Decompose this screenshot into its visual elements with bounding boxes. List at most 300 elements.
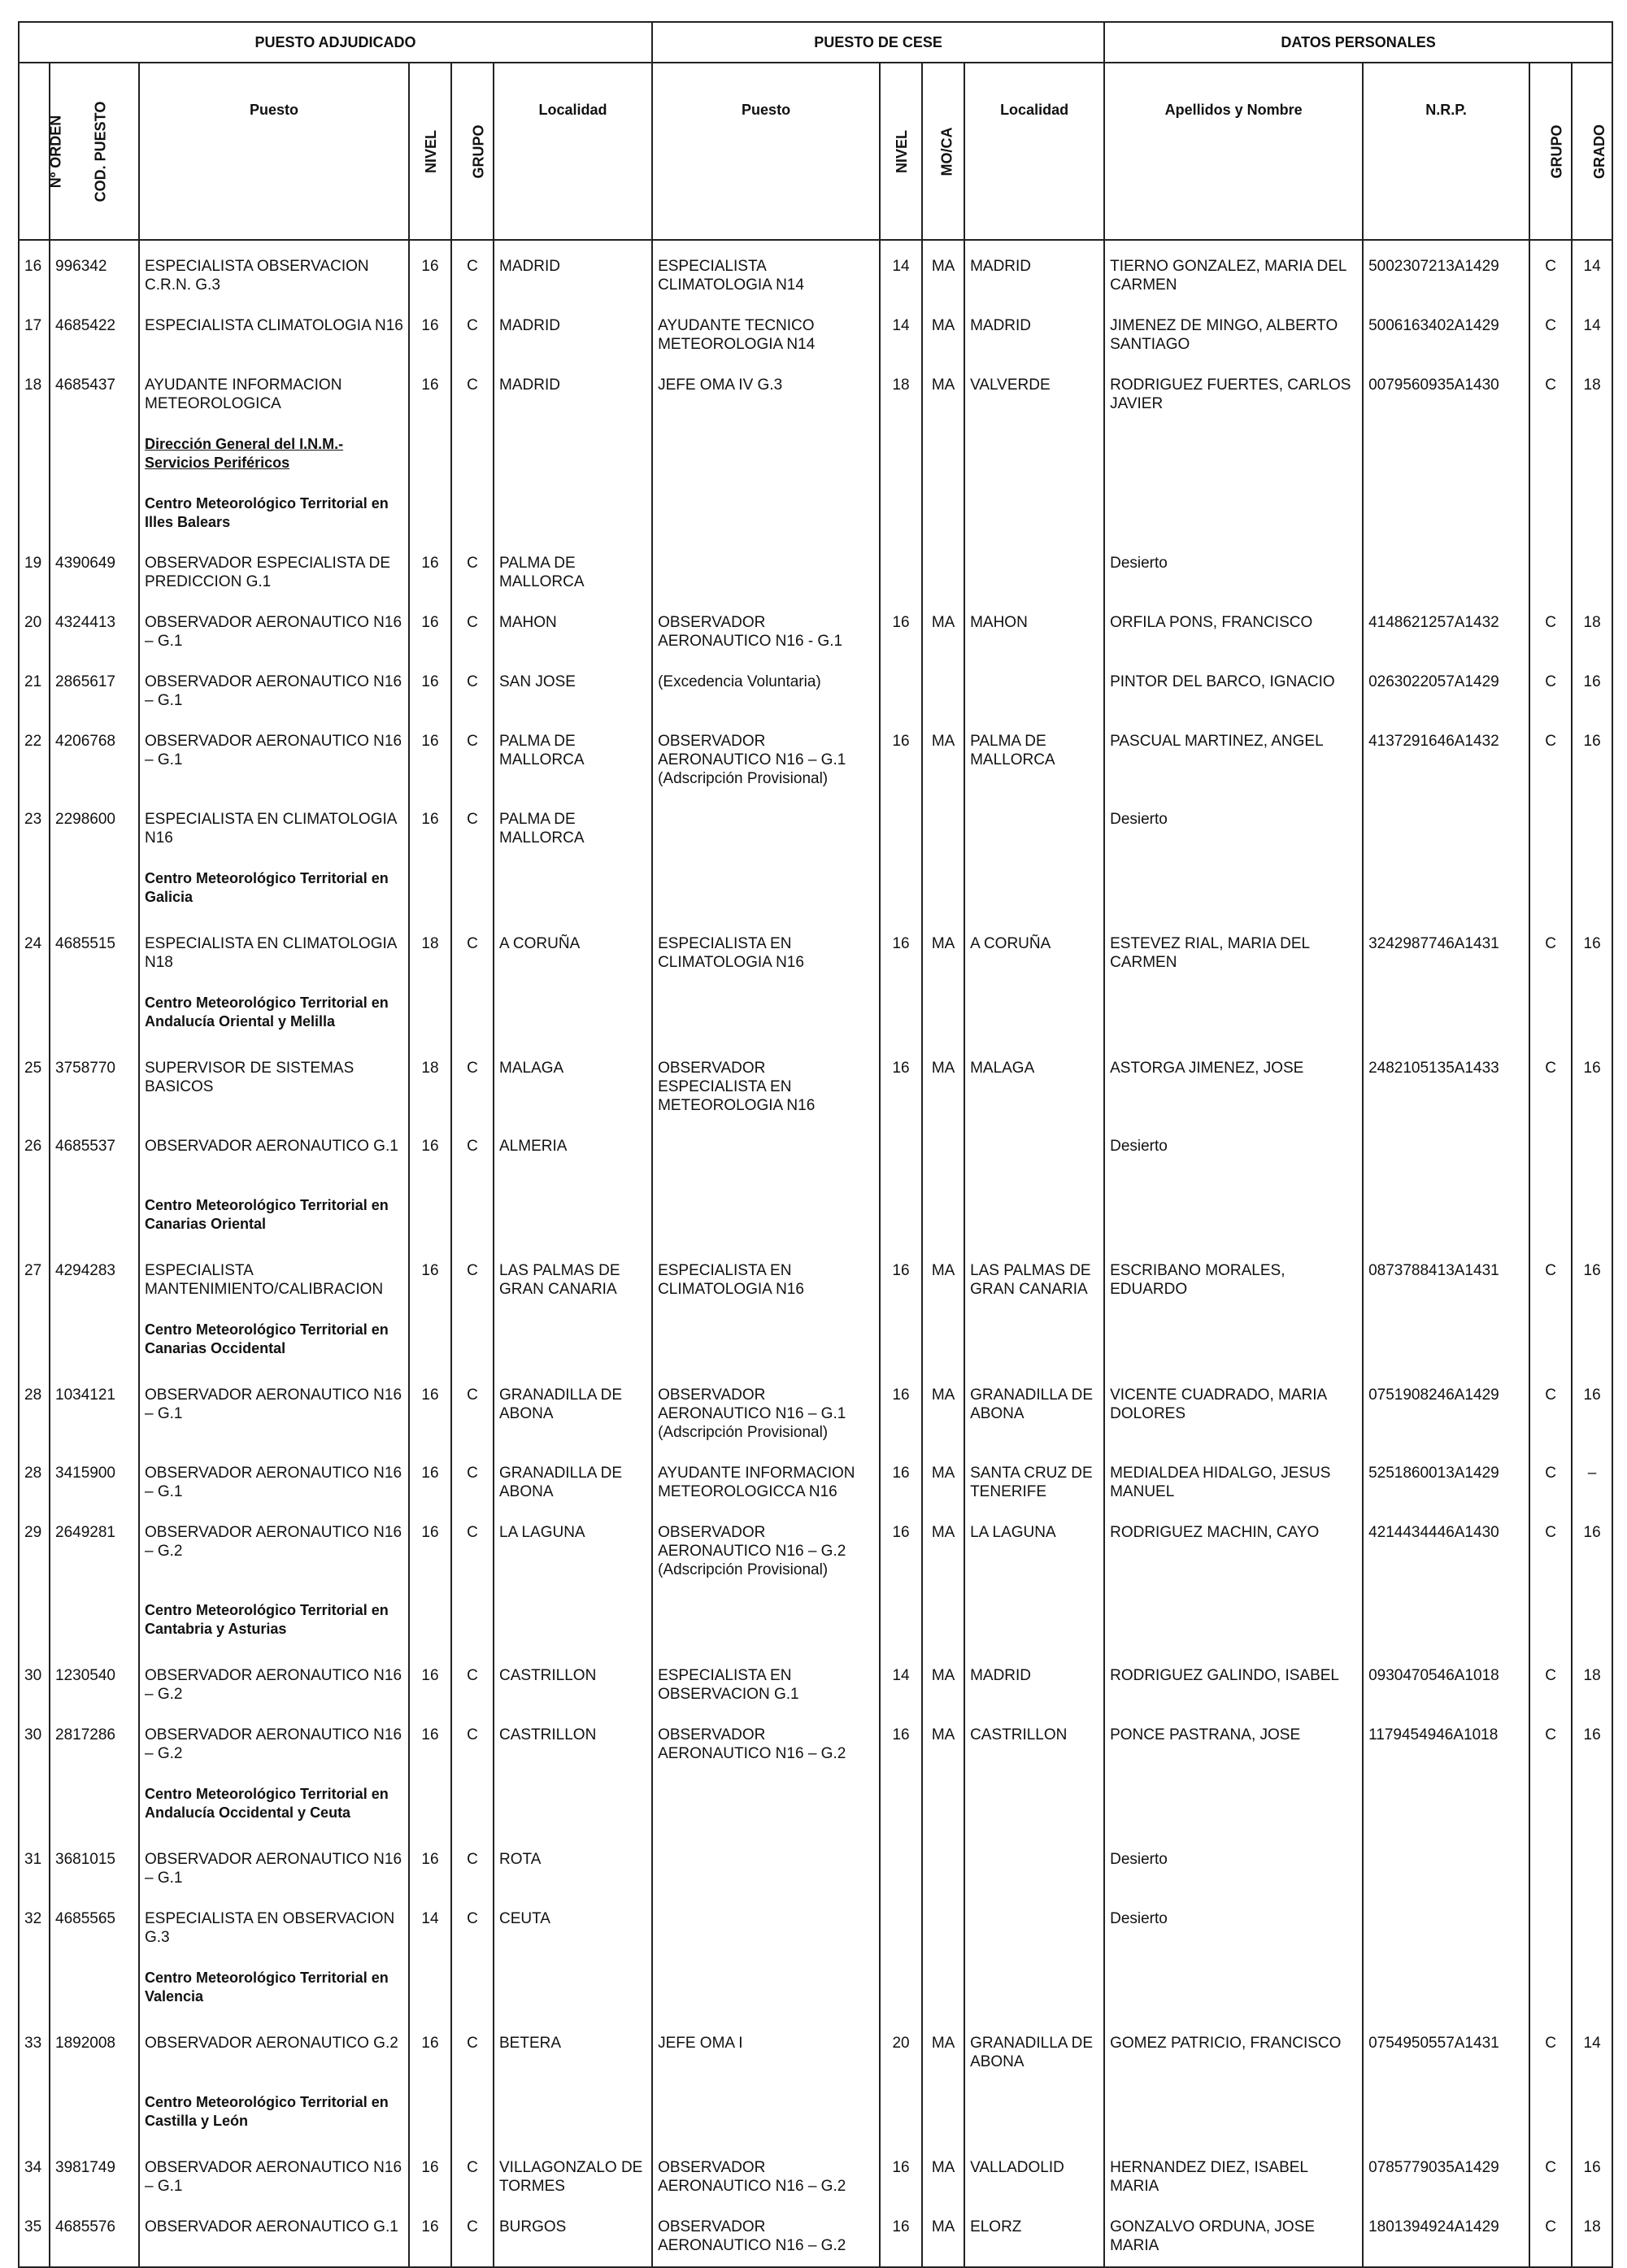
cell-nivel: 18 (409, 1056, 451, 1134)
cell-cod-puesto: 3415900 (50, 1460, 139, 1520)
empty-cell (1572, 1965, 1612, 2031)
empty-cell (1104, 1193, 1363, 1258)
table-row (19, 2155, 1612, 2214)
empty-cell (1529, 491, 1572, 551)
cell-localidad: ROTA (494, 1847, 652, 1906)
cell-puesto: ESPECIALISTA EN OBSERVACION G.3 (139, 1906, 409, 1965)
empty-cell (880, 1782, 922, 1847)
cell-grado: 16 (1572, 1520, 1612, 1598)
cell-puesto: AYUDANTE INFORMACION METEOROLOGICA (139, 372, 409, 432)
cell-grado: – (1572, 1460, 1612, 1520)
cell-puesto: OBSERVADOR AERONAUTICO N16 – G.1 (139, 1847, 409, 1906)
cell-orden: 25 (19, 1056, 50, 1134)
cell-orden: 21 (19, 669, 50, 729)
cell-cese-puesto: OBSERVADOR AERONAUTICO N16 – G.1 (Adscripción Provisional) (652, 729, 880, 807)
cell-nivel: 18 (409, 931, 451, 990)
cell-puesto: ESPECIALISTA EN CLIMATOLOGIA N16 (139, 807, 409, 866)
section-row (19, 1317, 1612, 1382)
cell-moca: MA (922, 313, 964, 372)
table-row (19, 729, 1612, 807)
cell-nrp: 2482105135A1433 (1363, 1056, 1529, 1134)
cell-cese-puesto (652, 1906, 880, 1965)
cell-cese-puesto: ESPECIALISTA CLIMATOLOGIA N14 (652, 254, 880, 313)
empty-cell (1529, 1782, 1572, 1847)
empty-cell (19, 2090, 50, 2155)
empty-cell (409, 990, 451, 1056)
cell-cese-localidad (964, 1906, 1104, 1965)
cell-puesto: ESPECIALISTA CLIMATOLOGIA N16 (139, 313, 409, 372)
empty-cell (964, 1193, 1104, 1258)
cell-grupo: C (451, 1906, 494, 1965)
empty-cell (1572, 990, 1612, 1056)
cell-cod-puesto: 2649281 (50, 1520, 139, 1598)
cell-orden: 18 (19, 372, 50, 432)
cell-cese-nivel (880, 1906, 922, 1965)
empty-cell (922, 990, 964, 1056)
cell-cese-puesto: JEFE OMA I (652, 2031, 880, 2090)
empty-cell (50, 1193, 139, 1258)
section-heading: Centro Meteorológico Territorial en Canarias Occidental (139, 1317, 409, 1382)
empty-cell (19, 432, 50, 491)
cell-grupo: C (451, 2214, 494, 2267)
cell-orden: 24 (19, 931, 50, 990)
cell-nrp (1363, 1134, 1529, 1193)
cell-cese-localidad (964, 1134, 1104, 1193)
empty-cell (922, 1317, 964, 1382)
cell-cod-puesto: 4685515 (50, 931, 139, 990)
table-row (19, 1520, 1612, 1598)
table-row (19, 2214, 1612, 2267)
cell-localidad: GRANADILLA DE ABONA (494, 1382, 652, 1460)
empty-cell (409, 866, 451, 931)
empty-cell (1363, 491, 1529, 551)
empty-cell (451, 432, 494, 491)
cell-puesto: OBSERVADOR AERONAUTICO N16 – G.2 (139, 1722, 409, 1782)
cell-grupo: C (451, 372, 494, 432)
empty-cell (19, 1193, 50, 1258)
cell-apellidos-nombre: PASCUAL MARTINEZ, ANGEL (1104, 729, 1363, 807)
cell-grupo: C (451, 1663, 494, 1722)
cell-personal-grupo: C (1529, 2155, 1572, 2214)
cell-nrp (1363, 1906, 1529, 1965)
cell-apellidos-nombre: ESTEVEZ RIAL, MARIA DEL CARMEN (1104, 931, 1363, 990)
empty-cell (50, 1965, 139, 2031)
cell-cese-nivel: 18 (880, 372, 922, 432)
cell-orden: 35 (19, 2214, 50, 2267)
cell-nrp: 5006163402A1429 (1363, 313, 1529, 372)
cell-apellidos-nombre: HERNANDEZ DIEZ, ISABEL MARIA (1104, 2155, 1363, 2214)
assignments-table (18, 21, 1613, 2268)
empty-cell (1363, 866, 1529, 931)
empty-cell (1363, 1965, 1529, 2031)
cell-grado (1572, 807, 1612, 866)
table-row (19, 372, 1612, 432)
cell-grado: 18 (1572, 2214, 1612, 2267)
cell-nivel: 16 (409, 729, 451, 807)
cell-nivel: 16 (409, 551, 451, 610)
empty-cell (1363, 1782, 1529, 1847)
empty-cell (964, 432, 1104, 491)
cell-cese-localidad: GRANADILLA DE ABONA (964, 2031, 1104, 2090)
cell-puesto: OBSERVADOR AERONAUTICO N16 – G.1 (139, 729, 409, 807)
empty-cell (964, 1598, 1104, 1663)
cell-grupo: C (451, 931, 494, 990)
cell-nivel: 16 (409, 254, 451, 313)
cell-moca: MA (922, 729, 964, 807)
cell-orden: 23 (19, 807, 50, 866)
table-row (19, 1382, 1612, 1460)
empty-cell (50, 1317, 139, 1382)
cell-cod-puesto: 4685537 (50, 1134, 139, 1193)
table-row (19, 254, 1612, 313)
empty-cell (409, 1317, 451, 1382)
cell-cod-puesto: 4294283 (50, 1258, 139, 1317)
empty-cell (1363, 990, 1529, 1056)
cell-apellidos-nombre: ASTORGA JIMENEZ, JOSE (1104, 1056, 1363, 1134)
empty-cell (1104, 1965, 1363, 2031)
empty-cell (19, 491, 50, 551)
empty-cell (880, 990, 922, 1056)
cell-nrp: 4214434446A1430 (1363, 1520, 1529, 1598)
cell-puesto: OBSERVADOR AERONAUTICO N16 – G.1 (139, 669, 409, 729)
cell-nivel: 16 (409, 669, 451, 729)
table-row (19, 313, 1612, 372)
empty-cell (652, 1782, 880, 1847)
cell-grupo: C (451, 254, 494, 313)
cell-cese-localidad: MADRID (964, 1663, 1104, 1722)
empty-cell (494, 491, 652, 551)
cell-puesto: OBSERVADOR AERONAUTICO N16 – G.1 (139, 2155, 409, 2214)
cell-moca: MA (922, 1258, 964, 1317)
cell-nrp: 0751908246A1429 (1363, 1382, 1529, 1460)
cell-personal-grupo: C (1529, 1056, 1572, 1134)
empty-cell (409, 491, 451, 551)
cell-grado: 18 (1572, 1663, 1612, 1722)
cell-nrp: 0873788413A1431 (1363, 1258, 1529, 1317)
cell-orden: 28 (19, 1382, 50, 1460)
table-row (19, 1663, 1612, 1722)
cell-puesto: ESPECIALISTA OBSERVACION C.R.N. G.3 (139, 254, 409, 313)
cell-apellidos-nombre: Desierto (1104, 1134, 1363, 1193)
cell-nivel: 16 (409, 1520, 451, 1598)
cell-nrp: 4148621257A1432 (1363, 610, 1529, 669)
section-heading: Centro Meteorológico Territorial en Galicia (139, 866, 409, 931)
empty-cell (652, 1965, 880, 2031)
cell-cese-localidad (964, 669, 1104, 729)
cell-cese-nivel: 16 (880, 610, 922, 669)
empty-cell (1572, 432, 1612, 491)
empty-cell (451, 1782, 494, 1847)
cell-cese-nivel: 16 (880, 1460, 922, 1520)
cell-nivel: 16 (409, 1847, 451, 1906)
empty-cell (652, 866, 880, 931)
cell-grupo: C (451, 729, 494, 807)
cell-localidad: ALMERIA (494, 1134, 652, 1193)
cell-personal-grupo: C (1529, 372, 1572, 432)
cell-nivel: 16 (409, 313, 451, 372)
cell-grupo: C (451, 2031, 494, 2090)
empty-cell (964, 990, 1104, 1056)
cell-personal-grupo: C (1529, 1382, 1572, 1460)
cell-personal-grupo (1529, 1847, 1572, 1906)
cell-nivel: 16 (409, 1382, 451, 1460)
section-row (19, 1193, 1612, 1258)
section-row (19, 1965, 1612, 2031)
cell-apellidos-nombre: RODRIGUEZ FUERTES, CARLOS JAVIER (1104, 372, 1363, 432)
cell-cese-localidad: A CORUÑA (964, 931, 1104, 990)
cell-moca: MA (922, 1663, 964, 1722)
cell-moca (922, 669, 964, 729)
cell-cese-nivel: 14 (880, 1663, 922, 1722)
empty-cell (1104, 1782, 1363, 1847)
empty-cell (451, 866, 494, 931)
cell-apellidos-nombre: PINTOR DEL BARCO, IGNACIO (1104, 669, 1363, 729)
empty-cell (880, 866, 922, 931)
cell-moca: MA (922, 1460, 964, 1520)
cell-grado: 16 (1572, 1382, 1612, 1460)
cell-grado: 16 (1572, 931, 1612, 990)
cell-grupo: C (451, 807, 494, 866)
cell-localidad: PALMA DE MALLORCA (494, 807, 652, 866)
cell-grado: 14 (1572, 313, 1612, 372)
cell-orden: 19 (19, 551, 50, 610)
empty-cell (922, 866, 964, 931)
cell-localidad: CASTRILLON (494, 1722, 652, 1782)
empty-cell (1529, 1598, 1572, 1663)
cell-localidad: MADRID (494, 254, 652, 313)
cell-orden: 29 (19, 1520, 50, 1598)
cell-nrp: 0754950557A1431 (1363, 2031, 1529, 2090)
empty-cell (1104, 432, 1363, 491)
empty-cell (494, 432, 652, 491)
empty-cell (19, 866, 50, 931)
empty-cell (922, 1598, 964, 1663)
cell-nrp (1363, 807, 1529, 866)
cell-cese-localidad: MALAGA (964, 1056, 1104, 1134)
cell-puesto: OBSERVADOR AERONAUTICO N16 – G.1 (139, 1460, 409, 1520)
empty-cell (922, 1193, 964, 1258)
cell-grupo: C (451, 1056, 494, 1134)
empty-cell (1363, 1317, 1529, 1382)
cell-nivel: 14 (409, 1906, 451, 1965)
cell-cese-localidad: GRANADILLA DE ABONA (964, 1382, 1104, 1460)
table-row (19, 2031, 1612, 2090)
cell-localidad: PALMA DE MALLORCA (494, 551, 652, 610)
cell-personal-grupo (1529, 1134, 1572, 1193)
cell-apellidos-nombre: Desierto (1104, 807, 1363, 866)
section-row (19, 432, 1612, 491)
empty-cell (1104, 491, 1363, 551)
cell-moca: MA (922, 2214, 964, 2267)
section-row (19, 1598, 1612, 1663)
cell-orden: 20 (19, 610, 50, 669)
cell-orden: 26 (19, 1134, 50, 1193)
cell-nrp: 1801394924A1429 (1363, 2214, 1529, 2267)
cell-apellidos-nombre: PONCE PASTRANA, JOSE (1104, 1722, 1363, 1782)
empty-cell (409, 1965, 451, 2031)
cell-grado: 14 (1572, 254, 1612, 313)
cell-cod-puesto: 1892008 (50, 2031, 139, 2090)
empty-cell (922, 491, 964, 551)
empty-cell (922, 1782, 964, 1847)
group-header-puesto-de-cese: PUESTO DE CESE (652, 22, 1104, 63)
cell-cod-puesto: 4685576 (50, 2214, 139, 2267)
cell-cod-puesto: 1230540 (50, 1663, 139, 1722)
cell-grado: 16 (1572, 729, 1612, 807)
empty-cell (1572, 1193, 1612, 1258)
empty-cell (494, 1965, 652, 2031)
cell-apellidos-nombre: ESCRIBANO MORALES, EDUARDO (1104, 1258, 1363, 1317)
cell-moca: MA (922, 372, 964, 432)
cell-nivel: 16 (409, 372, 451, 432)
empty-cell (409, 2090, 451, 2155)
cell-personal-grupo: C (1529, 1460, 1572, 1520)
cell-personal-grupo: C (1529, 669, 1572, 729)
cell-localidad: PALMA DE MALLORCA (494, 729, 652, 807)
cell-nrp (1363, 1847, 1529, 1906)
cell-cese-nivel: 16 (880, 1258, 922, 1317)
empty-cell (652, 1598, 880, 1663)
empty-cell (451, 2090, 494, 2155)
empty-cell (1104, 1317, 1363, 1382)
empty-cell (1529, 866, 1572, 931)
cell-moca (922, 807, 964, 866)
empty-cell (409, 432, 451, 491)
cell-cese-localidad: LA LAGUNA (964, 1520, 1104, 1598)
cell-localidad: VILLAGONZALO DE TORMES (494, 2155, 652, 2214)
cell-nrp: 0079560935A1430 (1363, 372, 1529, 432)
cell-grado: 16 (1572, 1258, 1612, 1317)
cell-localidad: LA LAGUNA (494, 1520, 652, 1598)
empty-cell (1529, 432, 1572, 491)
cell-cod-puesto: 3981749 (50, 2155, 139, 2214)
empty-cell (494, 2090, 652, 2155)
cell-puesto: OBSERVADOR AERONAUTICO G.1 (139, 2214, 409, 2267)
group-header-datos-personales: DATOS PERSONALES (1104, 22, 1612, 63)
cell-puesto: OBSERVADOR AERONAUTICO N16 – G.1 (139, 610, 409, 669)
empty-cell (494, 866, 652, 931)
cell-nrp: 3242987746A1431 (1363, 931, 1529, 990)
cell-personal-grupo: C (1529, 610, 1572, 669)
section-row (19, 990, 1612, 1056)
empty-cell (880, 2090, 922, 2155)
cell-nrp: 4137291646A1432 (1363, 729, 1529, 807)
cell-puesto: OBSERVADOR AERONAUTICO N16 – G.2 (139, 1663, 409, 1722)
empty-cell (1363, 2090, 1529, 2155)
col-header-cese-localidad: Localidad (964, 63, 1104, 240)
cell-personal-grupo (1529, 1906, 1572, 1965)
cell-orden: 33 (19, 2031, 50, 2090)
cell-cese-localidad (964, 1847, 1104, 1906)
section-heading: Centro Meteorológico Territorial en Cantabria y Asturias (139, 1598, 409, 1663)
section-heading: Centro Meteorológico Territorial en Canarias Oriental (139, 1193, 409, 1258)
section-row (19, 866, 1612, 931)
table-row (19, 1258, 1612, 1317)
cell-cese-puesto: OBSERVADOR ESPECIALISTA EN METEOROLOGIA N16 (652, 1056, 880, 1134)
cell-moca (922, 551, 964, 610)
cell-cese-nivel: 14 (880, 254, 922, 313)
cell-personal-grupo: C (1529, 1663, 1572, 1722)
empty-cell (494, 1782, 652, 1847)
cell-cese-localidad: SANTA CRUZ DE TENERIFE (964, 1460, 1104, 1520)
cell-nivel: 16 (409, 1258, 451, 1317)
cell-orden: 32 (19, 1906, 50, 1965)
cell-grupo: C (451, 669, 494, 729)
empty-cell (1104, 1598, 1363, 1663)
cell-cese-localidad: LAS PALMAS DE GRAN CANARIA (964, 1258, 1104, 1317)
cell-cese-nivel (880, 551, 922, 610)
empty-cell (494, 1598, 652, 1663)
empty-cell (19, 1598, 50, 1663)
empty-cell (1363, 1193, 1529, 1258)
cell-moca (922, 1134, 964, 1193)
section-heading: Centro Meteorológico Territorial en Castilla y León (139, 2090, 409, 2155)
cell-cese-puesto: OBSERVADOR AERONAUTICO N16 - G.1 (652, 610, 880, 669)
table-header (19, 22, 1612, 240)
cell-cese-puesto: (Excedencia Voluntaria) (652, 669, 880, 729)
cell-nrp: 5002307213A1429 (1363, 254, 1529, 313)
cell-nrp (1363, 551, 1529, 610)
cell-personal-grupo: C (1529, 1520, 1572, 1598)
cell-moca: MA (922, 1056, 964, 1134)
empty-cell (1572, 1317, 1612, 1382)
section-row (19, 491, 1612, 551)
col-header-orden: Nº ORDEN (19, 63, 50, 240)
cell-grupo: C (451, 1134, 494, 1193)
empty-cell (880, 491, 922, 551)
empty-cell (652, 432, 880, 491)
cell-apellidos-nombre: RODRIGUEZ GALINDO, ISABEL (1104, 1663, 1363, 1722)
empty-cell (922, 432, 964, 491)
empty-cell (451, 491, 494, 551)
empty-cell (451, 1965, 494, 2031)
empty-cell (1529, 990, 1572, 1056)
document-page (18, 21, 1612, 2268)
cell-puesto: OBSERVADOR AERONAUTICO N16 – G.1 (139, 1382, 409, 1460)
cell-moca: MA (922, 1520, 964, 1598)
cell-cese-nivel: 16 (880, 1722, 922, 1782)
cell-grupo: C (451, 1460, 494, 1520)
cell-apellidos-nombre: GONZALVO ORDUNA, JOSE MARIA (1104, 2214, 1363, 2267)
cell-cod-puesto: 4685565 (50, 1906, 139, 1965)
empty-cell (922, 1965, 964, 2031)
cell-nivel: 16 (409, 1134, 451, 1193)
empty-cell (964, 1317, 1104, 1382)
cell-cese-puesto: OBSERVADOR AERONAUTICO N16 – G.2 (Adscripción Provisional) (652, 1520, 880, 1598)
empty-cell (880, 432, 922, 491)
col-header-grupo: GRUPO (451, 63, 494, 240)
cell-orden: 30 (19, 1722, 50, 1782)
cell-cese-nivel: 20 (880, 2031, 922, 2090)
cell-cese-nivel: 16 (880, 2214, 922, 2267)
cell-cese-nivel: 16 (880, 1382, 922, 1460)
cell-localidad: CASTRILLON (494, 1663, 652, 1722)
cell-cese-puesto (652, 807, 880, 866)
empty-cell (652, 2090, 880, 2155)
cell-personal-grupo: C (1529, 931, 1572, 990)
cell-moca: MA (922, 610, 964, 669)
col-header-grado: GRADO (1572, 63, 1612, 240)
empty-cell (880, 1317, 922, 1382)
cell-puesto: OBSERVADOR AERONAUTICO G.1 (139, 1134, 409, 1193)
cell-moca: MA (922, 2155, 964, 2214)
cell-orden: 22 (19, 729, 50, 807)
empty-cell (50, 990, 139, 1056)
cell-orden: 16 (19, 254, 50, 313)
section-heading: Centro Meteorológico Territorial en Andalucía Occidental y Ceuta (139, 1782, 409, 1847)
cell-orden: 17 (19, 313, 50, 372)
empty-cell (50, 432, 139, 491)
